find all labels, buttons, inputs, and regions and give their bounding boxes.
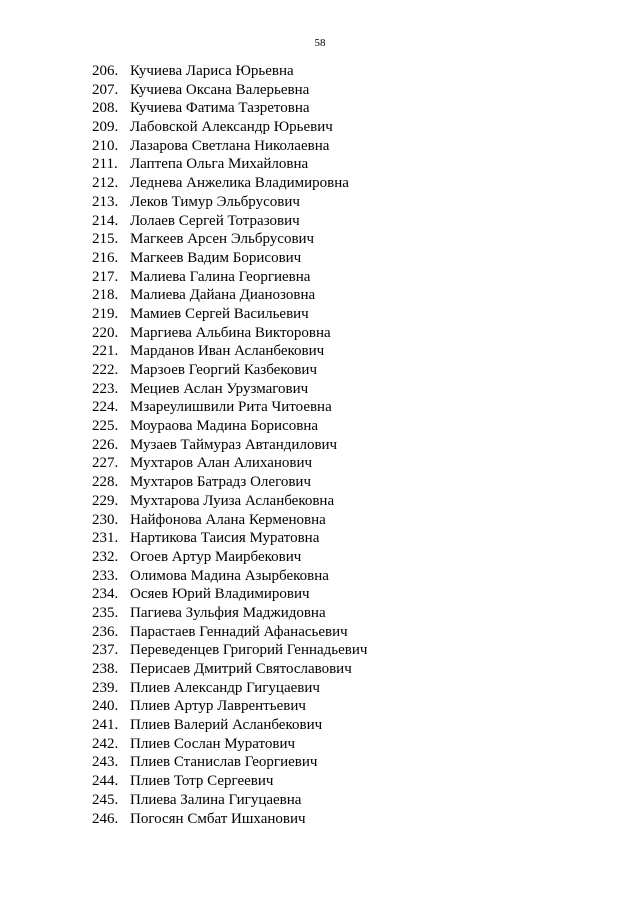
entry-name: Огоев Артур Маирбекович xyxy=(130,548,302,565)
list-item xyxy=(92,585,367,604)
entry-number: 221. xyxy=(92,343,119,360)
entry-name: Мухтарова Луиза Асланбековна xyxy=(130,492,335,509)
entry-number: 228. xyxy=(92,474,119,491)
entry-number: 241. xyxy=(92,717,119,734)
entry-name: Мухтаров Алан Алиханович xyxy=(130,455,313,472)
list-item xyxy=(92,286,367,305)
entry-name: Переведенцев Григорий Геннадьевич xyxy=(130,642,368,659)
entry-number: 209. xyxy=(92,119,119,136)
entry-name: Кучиева Лариса Юрьевна xyxy=(130,63,294,79)
entry-name: Малиева Дайана Дианозовна xyxy=(130,287,316,304)
list-item xyxy=(92,305,367,324)
list-item xyxy=(92,810,367,829)
list-item xyxy=(92,268,367,287)
entry-name: Леков Тимур Эльбрусович xyxy=(130,193,300,210)
entry-name: Лолаев Сергей Тотразович xyxy=(130,212,300,229)
entry-number: 239. xyxy=(92,679,119,696)
list-item xyxy=(92,380,367,399)
list-item xyxy=(92,436,367,455)
entry-name: Нартикова Таисия Муратовна xyxy=(130,530,320,547)
entry-number: 231. xyxy=(92,530,119,547)
entry-name: Моураова Мадина Борисовна xyxy=(130,418,318,435)
list-item xyxy=(92,249,367,268)
entry-number: 225. xyxy=(92,418,119,435)
entry-number: 240. xyxy=(92,698,119,715)
entry-number: 243. xyxy=(92,754,119,771)
entry-number: 216. xyxy=(92,249,119,266)
list-item xyxy=(92,791,367,810)
entry-number: 238. xyxy=(92,661,119,677)
list-item xyxy=(92,212,367,231)
entry-name: Мециев Аслан Урузмагович xyxy=(130,380,309,397)
entry-name: Плиев Тотр Сергеевич xyxy=(130,773,274,790)
entry-name: Погосян Смбат Ишханович xyxy=(130,810,306,827)
list-item xyxy=(92,697,367,716)
entry-number: 244. xyxy=(92,773,119,790)
entry-number: 206. xyxy=(92,63,119,79)
entry-number: 213. xyxy=(92,193,119,210)
entry-number: 220. xyxy=(92,324,119,341)
list-item xyxy=(92,193,367,212)
entry-name: Плиев Сослан Муратович xyxy=(130,735,296,752)
list-item xyxy=(92,735,367,754)
entry-number: 208. xyxy=(92,100,119,117)
list-item xyxy=(92,548,367,567)
entry-name: Плиев Александр Гигуцаевич xyxy=(130,679,320,696)
entry-number: 214. xyxy=(92,212,119,229)
entry-name: Плиев Станислав Георгиевич xyxy=(130,754,318,771)
list-item xyxy=(92,492,367,511)
entry-name: Магкеев Арсен Эльбрусович xyxy=(130,231,315,248)
entry-name: Мухтаров Батрадз Олегович xyxy=(130,474,311,491)
entry-number: 207. xyxy=(92,81,119,98)
entry-number: 215. xyxy=(92,231,119,248)
list-item xyxy=(92,137,367,156)
list-item xyxy=(92,623,367,642)
entry-name: Маргиева Альбина Викторовна xyxy=(130,324,331,341)
entry-name: Леднева Анжелика Владимировна xyxy=(130,175,349,192)
entry-name: Марзоев Георгий Казбекович xyxy=(130,362,317,378)
list-item xyxy=(92,398,367,417)
list-item xyxy=(92,716,367,735)
list-item xyxy=(92,511,367,530)
list-item xyxy=(92,753,367,772)
entry-number: 227. xyxy=(92,455,119,472)
list-item xyxy=(92,174,367,193)
list-item xyxy=(92,81,367,100)
entry-number: 212. xyxy=(92,175,119,192)
entry-name: Марданов Иван Асланбекович xyxy=(130,343,325,360)
entry-number: 222. xyxy=(92,362,119,378)
entry-number: 219. xyxy=(92,305,119,322)
entry-name: Пагиева Зульфия Маджидовна xyxy=(130,604,326,621)
list-item xyxy=(92,529,367,548)
entry-number: 234. xyxy=(92,586,119,603)
entry-name: Лаптепа Ольга Михайловна xyxy=(130,156,309,173)
entry-number: 224. xyxy=(92,399,119,416)
entry-name: Плиев Артур Лаврентьевич xyxy=(130,698,306,715)
entry-number: 235. xyxy=(92,604,119,621)
entry-name: Мамиев Сергей Васильевич xyxy=(130,305,309,322)
entry-name: Осяев Юрий Владимирович xyxy=(130,586,310,603)
entry-name: Кучиева Оксана Валерьевна xyxy=(130,81,310,98)
list-item xyxy=(92,417,367,436)
entry-name: Музаев Таймураз Автандилович xyxy=(130,436,338,453)
list-item xyxy=(92,454,367,473)
entry-name: Малиева Галина Георгиевна xyxy=(130,268,311,285)
entry-number: 233. xyxy=(92,567,119,584)
entry-number: 218. xyxy=(92,287,119,304)
list-item xyxy=(92,62,367,81)
entry-name: Найфонова Алана Керменовна xyxy=(130,511,326,528)
list-item xyxy=(92,772,367,791)
entry-number: 217. xyxy=(92,268,119,285)
list-item xyxy=(92,155,367,174)
entry-name: Олимова Мадина Азырбековна xyxy=(130,567,329,584)
entry-number: 211. xyxy=(92,156,118,173)
entry-name: Плиев Валерий Асланбекович xyxy=(130,717,323,734)
list-item xyxy=(92,361,367,380)
list-item xyxy=(92,118,367,137)
entry-name: Лабовской Александр Юрьевич xyxy=(130,119,333,136)
list-item xyxy=(92,473,367,492)
entry-number: 229. xyxy=(92,492,119,509)
list-item xyxy=(92,230,367,249)
entry-number: 210. xyxy=(92,137,119,154)
entry-name: Кучиева Фатима Тазретовна xyxy=(130,100,310,117)
name-list xyxy=(92,62,367,828)
list-item xyxy=(92,324,367,343)
entry-name: Перисаев Дмитрий Святославович xyxy=(130,661,352,677)
entry-number: 232. xyxy=(92,548,119,565)
entry-name: Магкеев Вадим Борисович xyxy=(130,249,302,266)
page-number: 58 xyxy=(314,37,326,49)
entry-number: 236. xyxy=(92,623,119,640)
entry-number: 226. xyxy=(92,436,119,453)
entry-number: 242. xyxy=(92,735,119,752)
entry-number: 246. xyxy=(92,810,119,827)
entry-name: Мзареулишвили Рита Читоевна xyxy=(130,399,332,416)
entry-name: Плиева Залина Гигуцаевна xyxy=(130,791,302,808)
entry-name: Лазарова Светлана Николаевна xyxy=(130,137,330,154)
list-item xyxy=(92,342,367,361)
list-item xyxy=(92,660,367,679)
entry-number: 245. xyxy=(92,791,119,808)
entry-number: 230. xyxy=(92,511,119,528)
list-item xyxy=(92,604,367,623)
entry-number: 223. xyxy=(92,380,119,397)
list-item xyxy=(92,641,367,660)
entry-number: 237. xyxy=(92,642,119,659)
entry-name: Парастаев Геннадий Афанасьевич xyxy=(130,623,348,640)
list-item xyxy=(92,679,367,698)
list-item xyxy=(92,567,367,586)
list-item xyxy=(92,99,367,118)
